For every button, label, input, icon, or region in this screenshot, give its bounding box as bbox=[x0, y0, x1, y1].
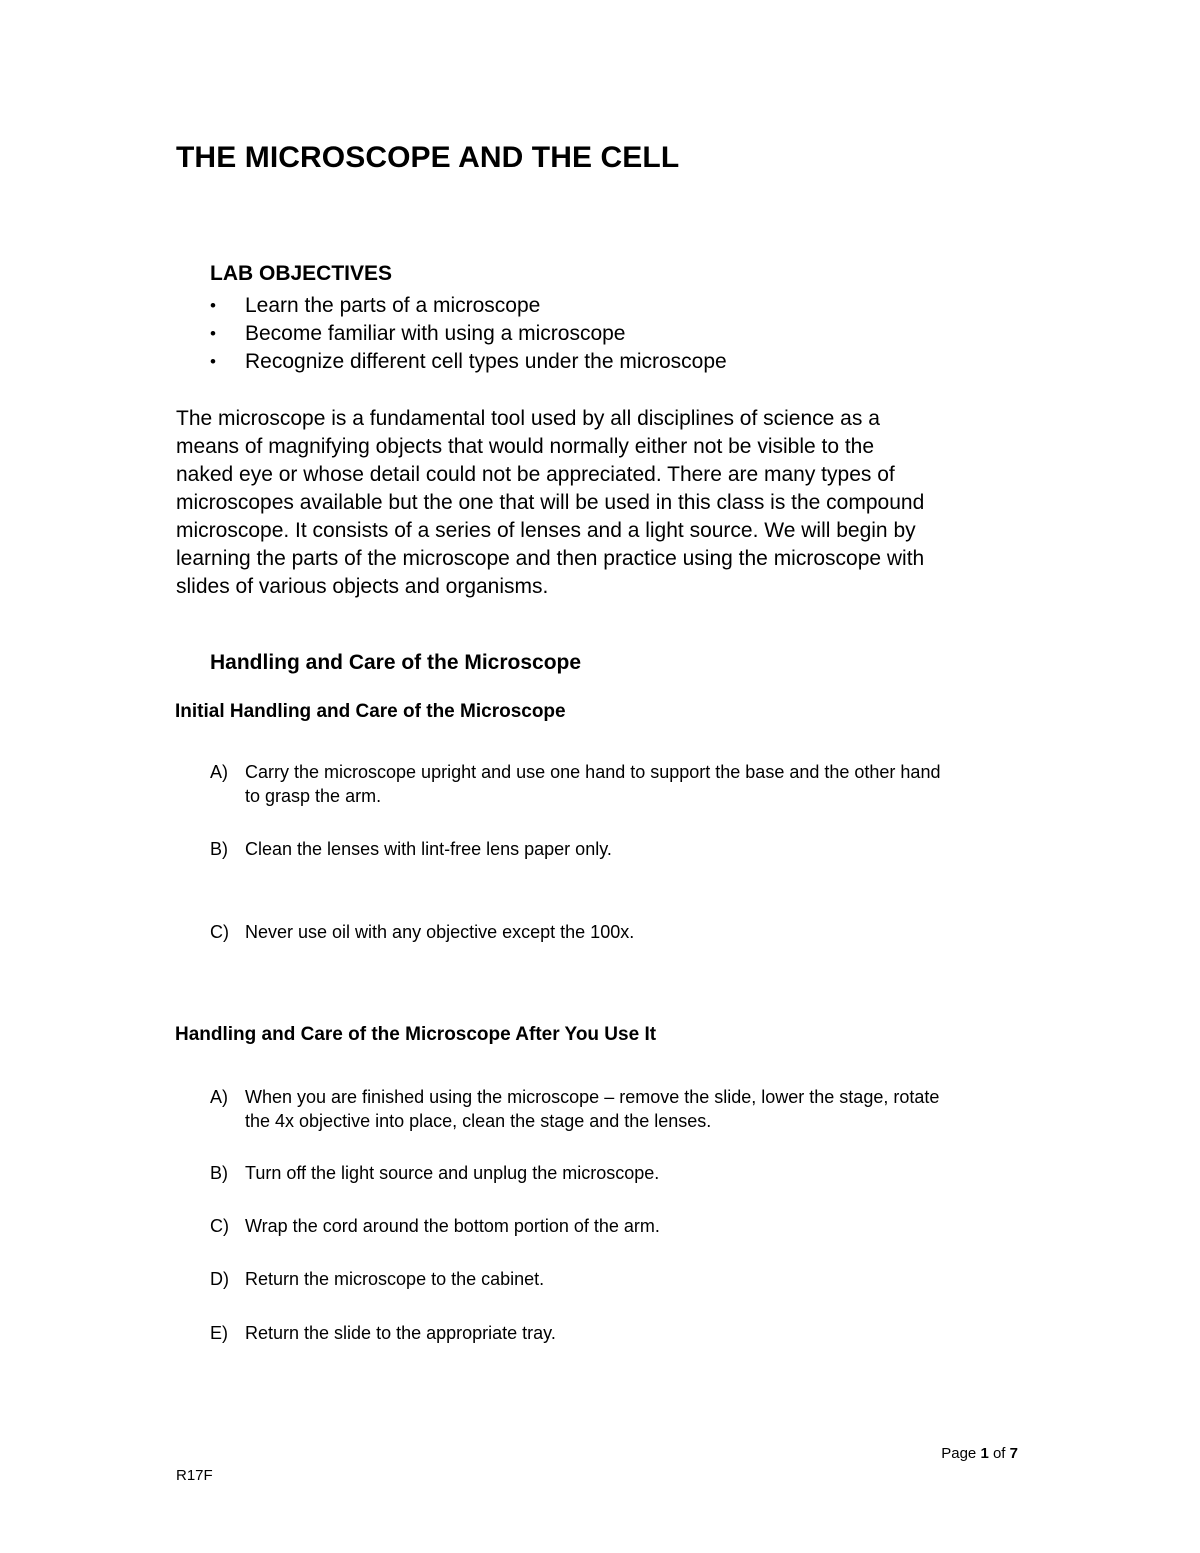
objective-text: Recognize different cell types under the microscope bbox=[245, 350, 727, 373]
step-letter: A) bbox=[210, 762, 228, 782]
objective-text: Learn the parts of a microscope bbox=[245, 294, 541, 317]
objectives-heading: LAB OBJECTIVES bbox=[210, 262, 393, 285]
step-line: Turn off the light source and unplug the microscope. bbox=[245, 1163, 660, 1183]
step-letter: B) bbox=[210, 1163, 228, 1183]
paragraph-line: learning the parts of the microscope and then practice using the microscope with bbox=[176, 547, 925, 570]
initial-care-heading: Initial Handling and Care of the Microscope bbox=[175, 701, 566, 722]
after-step-e bbox=[210, 1321, 1020, 1345]
step-line: When you are finished using the microscope – remove the slide, lower the stage, rotate bbox=[245, 1087, 940, 1107]
step-line: Carry the microscope upright and use one hand to support the base and the other hand bbox=[245, 762, 941, 782]
step-letter: C) bbox=[210, 922, 229, 942]
after-step-a bbox=[210, 1085, 1020, 1133]
step-line: Return the microscope to the cabinet. bbox=[245, 1269, 545, 1289]
section-heading: Handling and Care of the Microscope bbox=[210, 651, 582, 674]
paragraph-line: The microscope is a fundamental tool used by all disciplines of science as a bbox=[176, 407, 880, 430]
step-letter: E) bbox=[210, 1323, 228, 1343]
paragraph-line: microscope. It consists of a series of lenses and a light source. We will begin by bbox=[176, 519, 916, 542]
step-letter: B) bbox=[210, 839, 228, 859]
document-code: R17F bbox=[176, 1467, 213, 1484]
paragraph-line: microscopes available but the one that will be used in this class is the compound bbox=[176, 491, 925, 514]
bullet-icon: • bbox=[210, 324, 216, 343]
page-label: Page bbox=[941, 1445, 977, 1462]
after-care-heading: Handling and Care of the Microscope After You Use It bbox=[175, 1024, 657, 1045]
list-item bbox=[210, 348, 727, 376]
after-step-c bbox=[210, 1214, 1020, 1238]
paragraph-line: naked eye or whose detail could not be appreciated. There are many types of bbox=[176, 463, 895, 486]
step-line: Clean the lenses with lint-free lens paper only. bbox=[245, 839, 612, 859]
document-title: THE MICROSCOPE AND THE CELL bbox=[176, 141, 680, 174]
after-step-b bbox=[210, 1161, 1020, 1185]
bullet-icon: • bbox=[210, 296, 216, 315]
initial-step-b bbox=[210, 837, 1020, 861]
step-letter: A) bbox=[210, 1087, 228, 1107]
bullet-icon: • bbox=[210, 352, 216, 371]
step-line: to grasp the arm. bbox=[245, 786, 382, 806]
initial-step-a bbox=[210, 760, 1020, 808]
initial-step-c bbox=[210, 920, 1020, 944]
page-current: 1 bbox=[980, 1445, 989, 1462]
page-of: of bbox=[992, 1445, 1006, 1462]
objectives-list bbox=[210, 292, 727, 376]
step-line: Wrap the cord around the bottom portion of the arm. bbox=[245, 1216, 660, 1236]
after-step-d bbox=[210, 1267, 1020, 1291]
intro-paragraph bbox=[176, 405, 1036, 601]
page-number bbox=[941, 1445, 1018, 1462]
objective-text: Become familiar with using a microscope bbox=[245, 322, 626, 345]
step-line: Return the slide to the appropriate tray. bbox=[245, 1323, 556, 1343]
paragraph-line: slides of various objects and organisms. bbox=[176, 575, 549, 598]
page-total: 7 bbox=[1009, 1445, 1018, 1462]
step-letter: D) bbox=[210, 1269, 229, 1289]
step-letter: C) bbox=[210, 1216, 229, 1236]
step-line: Never use oil with any objective except the 100x. bbox=[245, 922, 635, 942]
paragraph-line: means of magnifying objects that would normally either not be visible to the bbox=[176, 435, 875, 458]
list-item bbox=[210, 320, 727, 348]
step-line: the 4x objective into place, clean the stage and the lenses. bbox=[245, 1111, 712, 1131]
list-item bbox=[210, 292, 727, 320]
